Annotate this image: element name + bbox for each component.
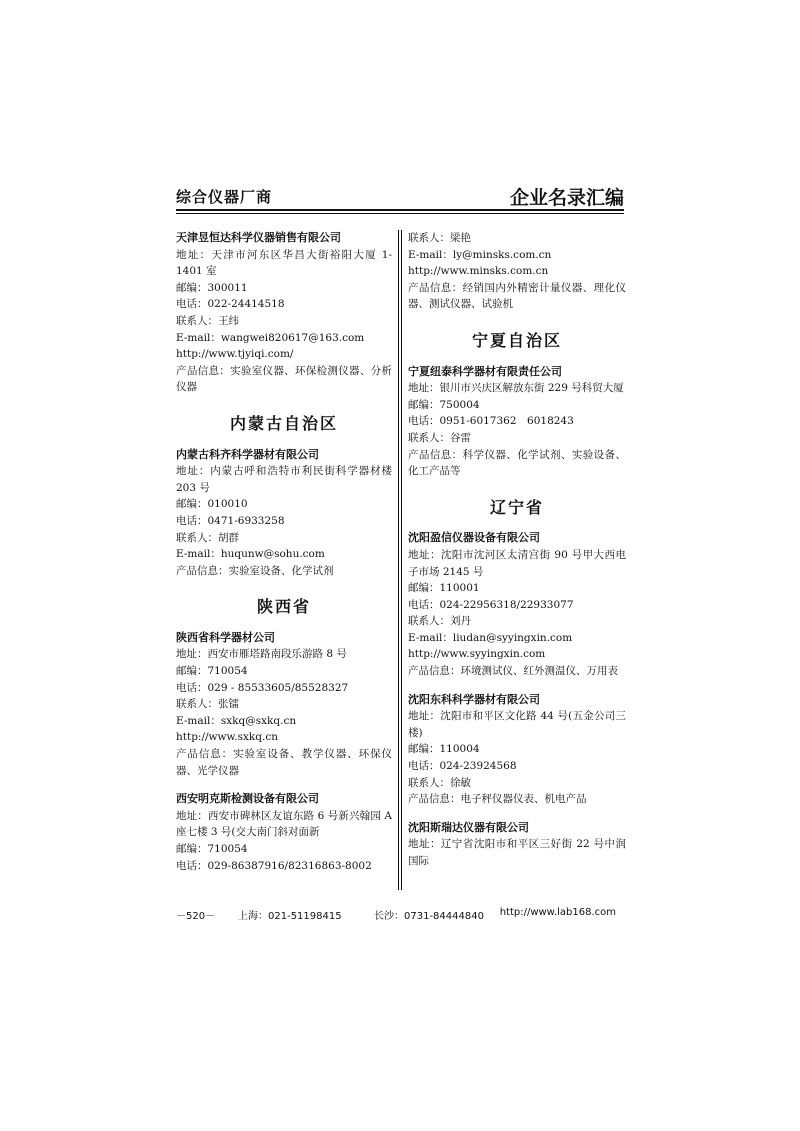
company-detail-line: 邮编：300011 bbox=[176, 281, 248, 294]
company-detail-line: 地址：内蒙古呼和浩特市利民街科学器材楼 203 号 bbox=[176, 465, 392, 494]
company-entry bbox=[176, 230, 392, 396]
company-entry bbox=[176, 791, 392, 874]
company-detail-line: E-mail：huqunw@sohu.com bbox=[176, 548, 325, 561]
company-detail-line: 产品信息：科学仪器、化学试剂、实验设备、化工产品等 bbox=[408, 448, 626, 478]
page-number: －520－ bbox=[176, 911, 216, 922]
company-detail-line: 电话：029 - 85533605/85528327 bbox=[176, 681, 349, 694]
company-detail-line: 联系人：胡群 bbox=[176, 531, 239, 544]
company-detail-line: http://www.tjyiqi.com/ bbox=[176, 348, 294, 361]
company-detail-line: 联系人：梁艳 bbox=[408, 232, 471, 244]
company-entry bbox=[408, 820, 626, 870]
company-detail-line: 地址：银川市兴庆区解放东街 229 号科贸大厦 bbox=[408, 382, 624, 395]
header-book-title: 企业名录汇编 bbox=[509, 187, 624, 209]
company-detail-line: 地址：天津市河东区华昌大街裕阳大厦 1-1401 室 bbox=[176, 248, 392, 278]
company-detail-line: 联系人：张镭 bbox=[176, 698, 239, 711]
company-name: 西安明克斯检测设备有限公司 bbox=[176, 792, 319, 806]
region-title-ningxia: 宁夏自治区 bbox=[471, 330, 562, 350]
company-name: 陕西省科学器材公司 bbox=[176, 630, 275, 644]
header-section-title: 综合仪器厂商 bbox=[176, 188, 273, 206]
company-list bbox=[408, 364, 626, 480]
company-entry bbox=[408, 692, 626, 808]
company-detail-line: 产品信息：实验室设备、教学仪器、环保仪器、光学仪器 bbox=[176, 748, 392, 777]
continued-entry bbox=[408, 230, 626, 313]
company-detail-line: 邮编：010010 bbox=[176, 498, 248, 511]
left-column bbox=[176, 230, 392, 874]
company-detail-line: http://www.minsks.com.cn bbox=[408, 265, 549, 278]
company-name: 沈阳斯瑞达仪器有限公司 bbox=[408, 820, 529, 834]
company-detail-line: 产品信息：电子秤仪器仪表、机电产品 bbox=[408, 793, 587, 806]
company-detail-line: 产品信息：实验室仪器、环保检测仪器、分析仪器 bbox=[176, 364, 392, 394]
company-detail-line: 产品信息：环境测试仪、红外测温仪、万用表 bbox=[408, 665, 618, 678]
company-detail-line: 电话：0951-6017362 6018243 bbox=[408, 415, 574, 428]
company-entry bbox=[176, 630, 392, 779]
company-detail-line: E-mail：ly@minsks.com.cn bbox=[408, 248, 552, 261]
company-detail-line: E-mail：sxkq@sxkq.cn bbox=[176, 714, 297, 727]
footer-phone-shanghai: 上海：021-51198415 bbox=[238, 911, 342, 922]
company-name: 沈阳东科科学器材有限公司 bbox=[408, 692, 540, 706]
company-detail-line: 邮编：710054 bbox=[176, 665, 248, 678]
company-list bbox=[408, 530, 626, 869]
company-entry bbox=[408, 364, 626, 480]
company-list bbox=[176, 230, 392, 396]
column-divider bbox=[398, 230, 399, 890]
region-title-shaanxi: 陕西省 bbox=[256, 597, 311, 617]
company-list bbox=[176, 447, 392, 580]
company-detail-line: http://www.sxkq.cn bbox=[176, 731, 278, 744]
company-detail-line: 产品信息：经销国内外精密计量仪器、理化仪器、测试仪器、试验机 bbox=[408, 281, 626, 311]
company-detail-line: http://www.syyingxin.com bbox=[408, 648, 546, 661]
company-detail-line: 电话：029-86387916/82316863-8002 bbox=[176, 859, 372, 872]
company-detail-line: 电话：024-22956318/22933077 bbox=[408, 598, 574, 611]
company-detail-line: 联系人：刘丹 bbox=[408, 615, 471, 628]
company-detail-line: 邮编：750004 bbox=[408, 398, 480, 411]
company-detail-line: 联系人：王纬 bbox=[176, 314, 239, 327]
header-rule-thin bbox=[176, 213, 624, 214]
company-list bbox=[176, 630, 392, 874]
company-detail-line: 地址：西安市雁塔路南段乐游路 8 号 bbox=[176, 648, 347, 661]
company-entry bbox=[176, 447, 392, 580]
company-detail-line: E-mail：wangwei820617@163.com bbox=[176, 331, 365, 344]
company-name: 沈阳盈信仪器设备有限公司 bbox=[408, 531, 540, 545]
company-detail-line: E-mail：liudan@syyingxin.com bbox=[408, 631, 573, 644]
column-divider-inner bbox=[401, 230, 402, 890]
company-detail-line: 邮编：110001 bbox=[408, 582, 480, 595]
footer-website-link[interactable]: http://www.lab168.com bbox=[499, 907, 616, 918]
company-detail-line: 电话：0471-6933258 bbox=[176, 514, 285, 527]
company-name: 内蒙古科齐科学器材有限公司 bbox=[176, 447, 319, 461]
company-detail-line: 产品信息：实验室设备、化学试剂 bbox=[176, 564, 334, 577]
company-detail-line: 联系人：徐敏 bbox=[408, 776, 471, 789]
region-title-neimenggu: 内蒙古自治区 bbox=[229, 413, 338, 433]
company-detail-line: 地址：辽宁省沈阳市和平区三好街 22 号中润国际 bbox=[408, 838, 626, 867]
company-detail-line: 地址：西安市碑林区友谊东路 6 号新兴翰园 A 座七楼 3 号(交大南门斜对面新 bbox=[176, 809, 392, 839]
company-detail-line: 邮编：110004 bbox=[408, 743, 480, 756]
company-detail-line: 电话：024-23924568 bbox=[408, 760, 517, 773]
header-rule bbox=[176, 209, 624, 211]
company-detail-line: 地址：沈阳市和平区文化路 44 号(五金公司三楼) bbox=[408, 710, 626, 739]
company-detail-line: 联系人：谷雷 bbox=[408, 431, 471, 444]
company-name: 宁夏纽泰科学器材有限责任公司 bbox=[408, 364, 562, 378]
right-column bbox=[408, 230, 626, 870]
footer-phone-changsha: 长沙：0731-84444840 bbox=[374, 911, 484, 922]
company-name: 天津昱恒达科学仪器销售有限公司 bbox=[176, 231, 341, 244]
company-detail-line: 地址：沈阳市沈河区太清宫街 90 号甲大西电子市场 2145 号 bbox=[408, 548, 626, 578]
company-entry bbox=[408, 530, 626, 679]
company-detail-line: 邮编：710054 bbox=[176, 843, 248, 855]
company-detail-line: 电话：022-24414518 bbox=[176, 298, 285, 311]
region-title-liaoning: 辽宁省 bbox=[489, 497, 544, 517]
